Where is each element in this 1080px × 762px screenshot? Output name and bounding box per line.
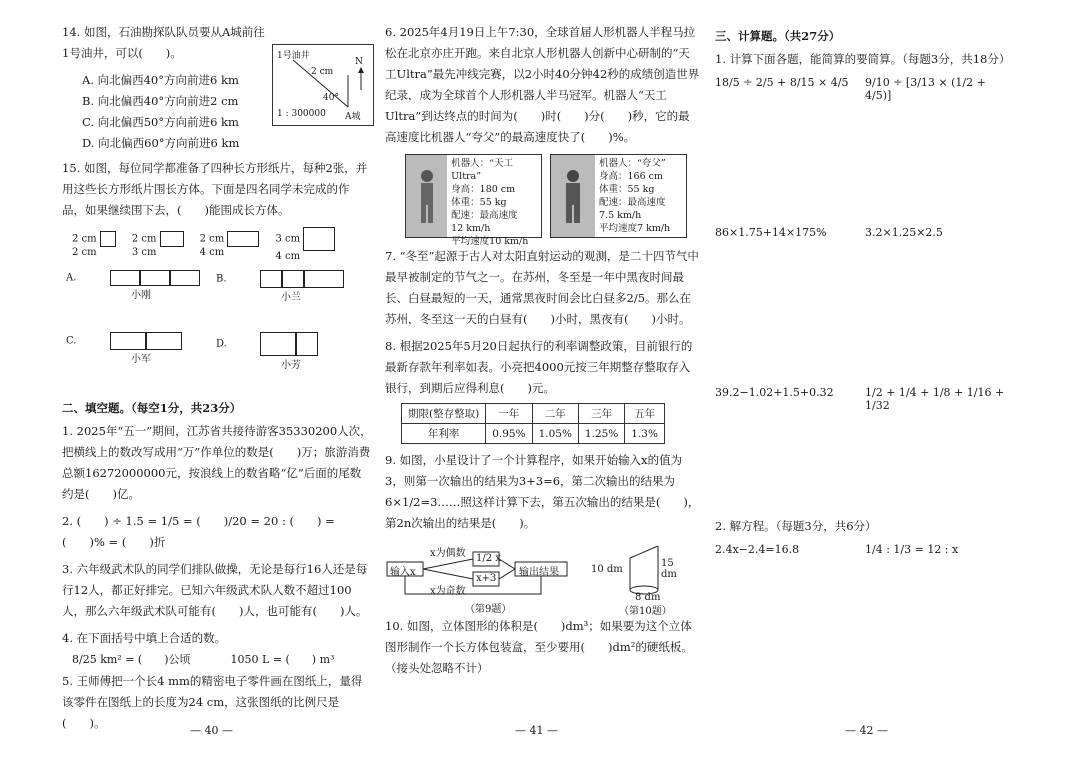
work-xiaojun: C. 小军 [66,332,216,394]
flow-odd: x为奇数 [430,586,466,597]
work-name: 小军 [131,354,151,365]
expression-3: 86×1.75+14×175% [715,226,827,239]
robot-name: 机器人：“天工Ultra” [451,158,514,182]
paper-piece: 2 cm 3 cm [132,231,184,258]
paper-piece: 2 cm 2 cm [72,231,116,258]
fill-question-4: 4. 在下面括号中填上合适的数。 [62,631,227,645]
calc-question-2: 2. 解方程。（每题3分，共6分） [715,519,877,533]
cylinder-figure [591,540,689,617]
fill-question-8: 8. 根据2025年5月20日起执行的利率调整政策，目前银行的最新存款年利率如表。小亮把4000元按三年期整存整取存入银行，到期后应得利息( )元。 [385,339,693,395]
fill-question-9: 9. 如图，小星设计了一个计算程序，如果开始输入x的值为3，则第一次输出的结果为3+3=6，第二次输出的结果为6×1/2=3……照这样计算下去，第五次输出的结果是( )，第2n次输出的结果是( )。 [385,453,700,530]
table-cell: 年利率 [402,424,486,444]
robot-card-tiangong [405,154,542,247]
robot-pace-label: 配速：最高速度 [599,197,666,208]
paper-pieces [72,227,372,262]
expression-1: 18/5 ÷ 2/5 + 8/15 × 4/5 [715,76,849,89]
map-north-label: N [355,57,363,67]
robot-max-speed: 7.5 km/h [599,210,642,221]
flow-half: 1/2 x [476,553,501,564]
table-cell: 期限(整存整取) [402,404,486,424]
fill-question-6: 6. 2025年4月19日上午7:30，全球首届人形机器人半程马拉松在北京亦庄开跑。来自北京人形机器人创新中心研制的“天工Ultra”最先冲线完赛，以2小时40分钟42秒的成绩创造世界纪录，成为全球首个人形机器人半马冠军。机器人“天工Ultra”到达终点的时间为( )时( )分( )秒，它的最高速度比机器人“夸父”的最高速度快了( )%。 [385,25,700,144]
map-city-label: A城 [345,112,361,122]
table-row [402,424,665,444]
interest-rate-table [401,403,665,444]
fill-4a: 8/25 km² = ( )公顷 [72,653,191,666]
robot-avg-speed: 平均速度10 km/h [451,236,529,247]
figures-9-10 [385,540,700,617]
cylinder-long-height: 15 dm [661,558,677,580]
work-name: 小刚 [131,290,151,301]
calc-row-2 [715,226,1015,386]
page-40-column [62,22,372,740]
work-xiaogang: A. 小刚 [66,270,216,332]
work-name: 小兰 [281,292,301,303]
map-well-label: 1号油井 [277,51,310,61]
robot-pace-label: 配速：最高速度 [451,210,518,221]
student-works [66,270,372,394]
paper-piece: 2 cm 4 cm [200,231,260,258]
flow-even: x为偶数 [430,548,466,559]
table-cell: 1.3% [625,424,665,444]
question-15: 15. 如图，每位同学都准备了四种长方形纸片，每种2张，并用这些长方形纸片围长方体。下面是四名同学未完成的作品，如果继续围下去，( )能围成长方体。 [62,161,368,217]
robot-weight: 体重：55 kg [599,184,655,195]
table-cell: 二年 [532,404,578,424]
figure-10-caption: （第10题） [619,606,672,617]
q14-option-a: A. 向北偏西40°方向前进6 km [82,73,239,87]
flow-input: 输入x [390,567,416,578]
table-row [402,404,665,424]
page-42-column [715,22,1015,556]
work-xiaofang: D. 小芳 [216,332,366,394]
robot-height: 身高：180 cm [451,184,516,195]
fill-question-5: 5. 王师傅把一个长4 mm的精密电子零件画在图纸上，量得该零件在图纸上的长度为24 cm，这张图纸的比例尺是( )。 [62,674,363,730]
robot-cards [405,154,700,247]
figure-9-caption: （第9题） [465,604,512,615]
work-xiaolan: B. 小兰 [216,270,366,332]
equation-row [715,543,1015,556]
robot-max-speed: 12 km/h [451,223,491,234]
flowchart-figure [385,540,585,615]
robot-card-kuafu [550,154,687,238]
paper-piece: 3 cm 4 cm [275,227,335,262]
table-cell: 1.25% [578,424,624,444]
page-number-42: — 42 — [845,724,888,737]
q14-option-b: B. 向北偏西40°方向前进2 cm [82,94,239,108]
fill-question-1: 1. 2025年“五一”期间，江苏省共接待游客35330200人次，把横线上的数改写成用“万”作单位的数是( )万；旅游消费总额16272000000元，按浪线上的数省略“亿”后面的尾数约是( )亿。 [62,424,372,501]
table-cell: 0.95% [486,424,532,444]
robot-photo [406,155,447,237]
map-distance-label: 2 cm [311,67,334,77]
equation-1: 2.4x−2.4=16.8 [715,543,800,556]
flow-output: 输出结果 [519,567,559,578]
expression-4: 3.2×1.25×2.5 [865,226,943,239]
expression-5: 39.2−1.02+1.5+0.32 [715,386,834,399]
map-angle-label: 40° [323,93,339,103]
page-number-41: — 41 — [515,724,558,737]
q14-option-c: C. 向北偏西50°方向前进6 km [82,115,239,129]
table-cell: 三年 [578,404,624,424]
section-2-heading: 二、填空题。（每空1分，共23分） [62,401,242,415]
flow-plus3: x+3 [476,573,497,584]
expression-6: 1/2 + 1/4 + 1/8 + 1/16 + 1/32 [865,386,1005,412]
robot-weight: 体重：55 kg [451,197,507,208]
robot-avg-speed: 平均速度7 km/h [599,223,671,234]
table-cell: 1.05% [532,424,578,444]
expression-2: 9/10 ÷ [3/13 × (1/2 + 4/5)] [865,76,986,102]
fill-question-2: 2. ( ) ÷ 1.5 = 1/5 = ( )/20 = 20 : ( ) = ( )% = ( )折 [62,514,335,549]
question-14: 14. 如图，石油勘探队队员要从A城前往1号油井，可以( )。 [62,25,265,60]
fill-question-7: 7. “冬至”起源于古人对太阳直射运动的观测，是二十四节气中最早被制定的节气之一。在苏州，冬至是一年中黑夜时间最长、白昼最短的一天，通常黑夜时间会比白昼多2/5。那么在苏州，冬至这一天的白昼有( )小时，黑夜有( )小时。 [385,249,699,326]
robot-name: 机器人：“夸父” [599,158,666,169]
robot-height: 身高：166 cm [599,171,663,182]
fill-question-3: 3. 六年级武术队的同学们排队做操，无论是每行16人还是每行12人，都正好排完。已知六年级武术队人数不超过100人，那么六年级武术队可能有( )人，也可能有( )人。 [62,562,368,618]
fill-4b: 1050 L = ( ) m³ [230,653,335,666]
map-scale-label: 1 : 300000 [277,109,326,119]
calc-question-1: 1. 计算下面各题，能简算的要简算。（每题3分，共18分） [715,52,1011,66]
table-cell: 一年 [486,404,532,424]
work-name: 小芳 [281,360,301,371]
page-41-column [385,22,700,685]
fill-question-10: 10. 如图，立体图形的体积是( )dm³；如果要为这个立体图形制作一个长方体包装盒，至少要用( )dm²的硬纸板。（接头处忽略不计） [385,619,693,675]
robot-photo [551,155,595,237]
oilwell-map [272,44,374,126]
cylinder-diameter: 8 dm [635,592,661,603]
table-cell: 五年 [625,404,665,424]
calc-row-1 [715,76,1015,226]
calc-row-3 [715,386,1015,516]
equation-2: 1/4 : 1/3 = 12 : x [865,543,959,556]
page-number-40: — 40 — [190,724,233,737]
fill-question-4-items [72,651,372,667]
q14-option-d: D. 向北偏西60°方向前进6 km [82,136,240,150]
cylinder-short-height: 10 dm [591,564,623,575]
section-3-heading: 三、计算题。（共27分） [715,29,841,43]
